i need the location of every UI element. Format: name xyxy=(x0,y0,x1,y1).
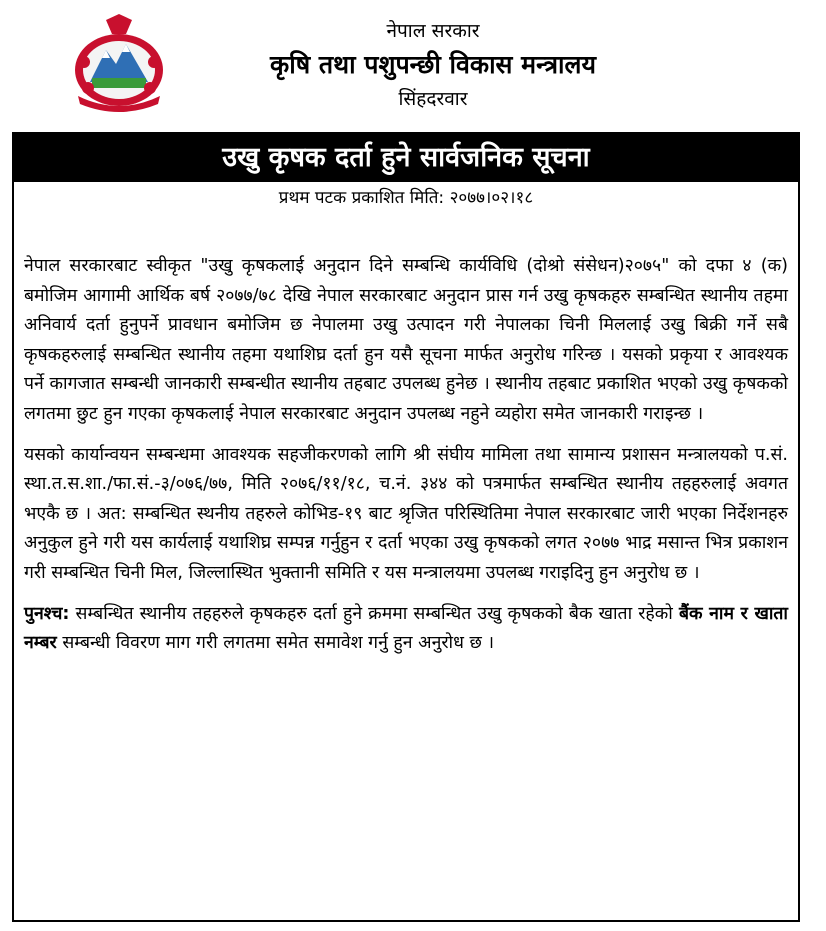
publish-date: प्रथम पटक प्रकाशित मिति: २०७७।०२।१८ xyxy=(278,188,534,208)
office-location: सिंहदरवार xyxy=(398,88,468,110)
postscript xyxy=(24,600,788,659)
postscript-label: पुनश्च: xyxy=(24,603,70,624)
postscript-text-2: सम्बन्धी विवरण माग गरी लगतमा समेत समावेश गर्नु हुन अनुरोध छ । xyxy=(56,633,495,654)
paragraph-1: नेपाल सरकारबाट स्वीकृत "उखु कृषकलाई अनुदान दिने सम्बन्धि कार्यविधि (दोश्रो संसेधन)२०७५" को दफा ४ (क) बमोजिम आगामी आर्थिक बर्ष २०७७/७८ देखि नेपाल सरकारबाट अनुदान प्रास गर्न उखु कृषकहरु सम्बन्धित स्थानीय तहमा अनिवार्य दर्ता हुनुपर्ने प्रावधान बमोजिम छ नेपालमा उखु उत्पादन गरी नेपालका चिनी मिललाई उखु बिक्री गर्ने सबै कृषकहरुलाई सम्बन्धित स्थानीय तहमा यथाशिघ्र दर्ता हुन यसै सूचना मार्फत अनुरोध गरिन्छ । यसको प्रकृया र आवश्यक पर्ने कागजात सम्बन्धी जानकारी सम्बन्धीत स्थानीय तहबाट उपलब्ध हुनेछ । स्थानीय तहबाट प्रकाशित भएको उखु कृषकको लगतमा छुट हुन गएका कृषकलाई नेपाल सरकारबाट अनुदान उपलब्ध नहुने व्यहोरा समेत जानकारी गराइन्छ । xyxy=(24,256,788,424)
government-name: नेपाल सरकार xyxy=(386,20,480,42)
postscript-text-1: सम्बन्धित स्थानीय तहहरुले कृषकहरु दर्ता हुने क्रममा सम्बन्धित उखु कृषकको बैक खाता रहेको xyxy=(69,603,679,624)
ministry-name: कृषि तथा पशुपन्छी विकास मन्त्रालय xyxy=(270,50,596,79)
postscript-bold-text: बैंक नाम र खाता नम्बर xyxy=(24,603,788,654)
letterhead xyxy=(0,16,826,114)
notice-body xyxy=(14,252,798,659)
paragraph-2: यसको कार्यान्वयन सम्बन्धमा आवश्यक सहजीकरणको लागि श्री संघीय मामिला तथा सामान्य प्रशासन मन्त्रालयको प.सं. स्था.त.स.शा./फा.सं.-३/०७६/७७, मिति २०७६/११/१८, च.नं. ३४४ को पत्रमार्फत सम्बन्धित स्थानीय तहहरुलाई अवगत भएकै छ । अत: सम्बन्धित स्थनीय तहरुले कोभिड-१९ बाट श्रृजित परिस्थितिमा नेपाल सरकारबाट जारी भएका निर्देशनहरु अनुकुल हुने गरी यस कार्यलाई यथाशिघ्र सम्पन्न गर्नुहुन र दर्ता भएका उखु कृषकको लगत २०७७ भाद्र मसान्त भित्र प्रकाशन गरी सम्बन्धित चिनी मिल, जिल्लास्थित भुक्तानी समिति र यस मन्त्रालयमा उपलब्ध गराइदिनु हुन अनुरोध छ । xyxy=(24,444,788,583)
notice-title: उखु कृषक दर्ता हुने सार्वजनिक सूचना xyxy=(14,134,798,182)
notice-frame xyxy=(12,132,800,922)
